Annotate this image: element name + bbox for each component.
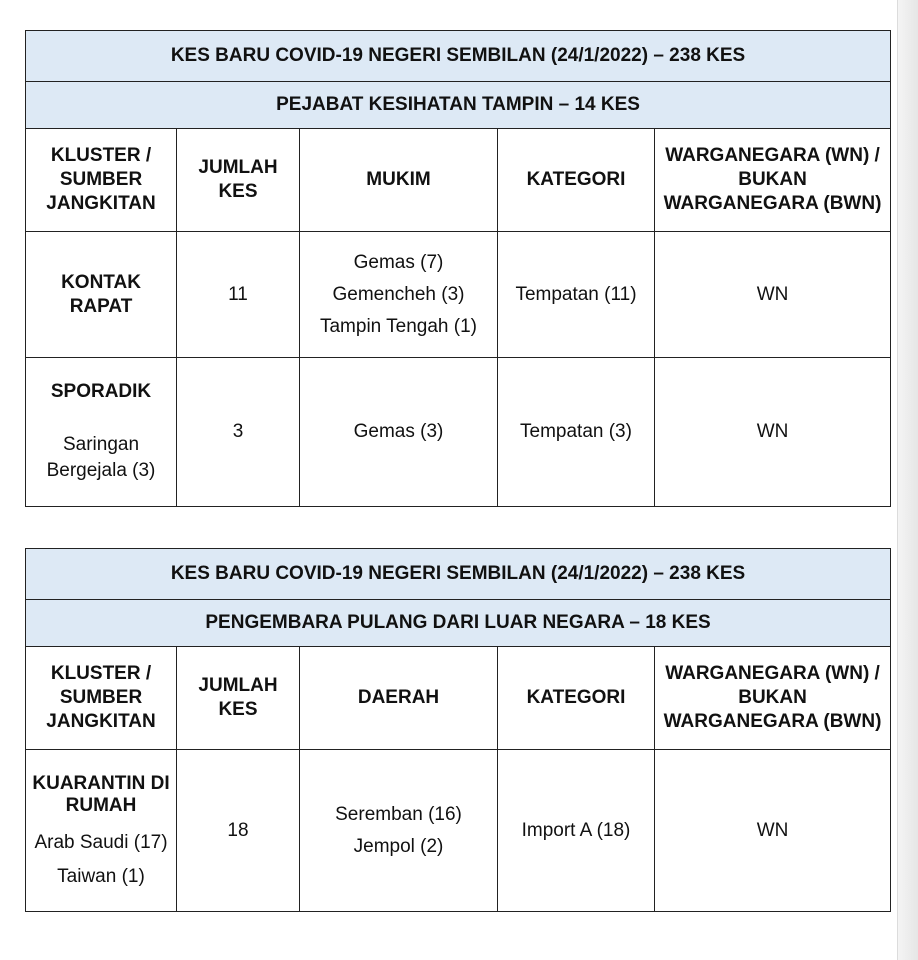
case-count: 11	[177, 232, 300, 358]
header-daerah: DAERAH	[300, 647, 498, 750]
header-mukim: MUKIM	[300, 129, 498, 232]
table-row	[26, 750, 891, 912]
table-row	[26, 358, 891, 507]
daerah-item: Jempol (2)	[353, 835, 444, 857]
table-row	[26, 232, 891, 358]
category-value: Import A (18)	[498, 750, 655, 912]
citizenship-value: WN	[655, 750, 891, 912]
header-count: JUMLAH KES	[177, 647, 300, 750]
traveller-cases-table	[25, 548, 891, 912]
category-value: Tempatan (11)	[498, 232, 655, 358]
daerah-item: Seremban (16)	[335, 803, 462, 825]
header-category: KATEGORI	[498, 647, 655, 750]
cluster-name: KUARANTIN DI RUMAH	[32, 772, 170, 816]
cluster-name: KONTAK RAPAT	[61, 271, 141, 317]
table-subtitle: PENGEMBARA PULANG DARI LUAR NEGARA – 18 KES	[26, 600, 891, 647]
header-count: JUMLAH KES	[177, 129, 300, 232]
citizenship-value: WN	[655, 232, 891, 358]
mukim-item: Gemas (3)	[300, 358, 498, 507]
table-subtitle: PEJABAT KESIHATAN TAMPIN – 14 KES	[26, 82, 891, 129]
header-cluster: KLUSTER / SUMBER JANGKITAN	[26, 129, 177, 232]
header-citizenship: WARGANEGARA (WN) / BUKAN WARGANEGARA (BWN)	[655, 129, 891, 232]
origin-item: Taiwan (1)	[57, 865, 145, 887]
mukim-item: Gemencheh (3)	[332, 283, 465, 305]
header-cluster: KLUSTER / SUMBER JANGKITAN	[26, 647, 177, 750]
origin-item: Arab Saudi (17)	[34, 831, 168, 853]
cluster-name: SPORADIK	[50, 381, 152, 402]
page-edge-shadow	[897, 0, 918, 960]
table-title: KES BARU COVID-19 NEGERI SEMBILAN (24/1/2022) – 238 KES	[26, 549, 891, 600]
table-title: KES BARU COVID-19 NEGERI SEMBILAN (24/1/2022) – 238 KES	[26, 31, 891, 82]
case-count: 18	[177, 750, 300, 912]
mukim-item: Gemas (7)	[353, 251, 444, 273]
tampin-cases-table	[25, 30, 891, 507]
case-count: 3	[177, 358, 300, 507]
mukim-item: Tampin Tengah (1)	[319, 315, 478, 337]
category-value: Tempatan (3)	[498, 358, 655, 507]
header-category: KATEGORI	[498, 129, 655, 232]
header-citizenship: WARGANEGARA (WN) / BUKAN WARGANEGARA (BWN)	[655, 647, 891, 750]
cluster-detail: Saringan Bergejala (3)	[46, 434, 156, 481]
citizenship-value: WN	[655, 358, 891, 507]
